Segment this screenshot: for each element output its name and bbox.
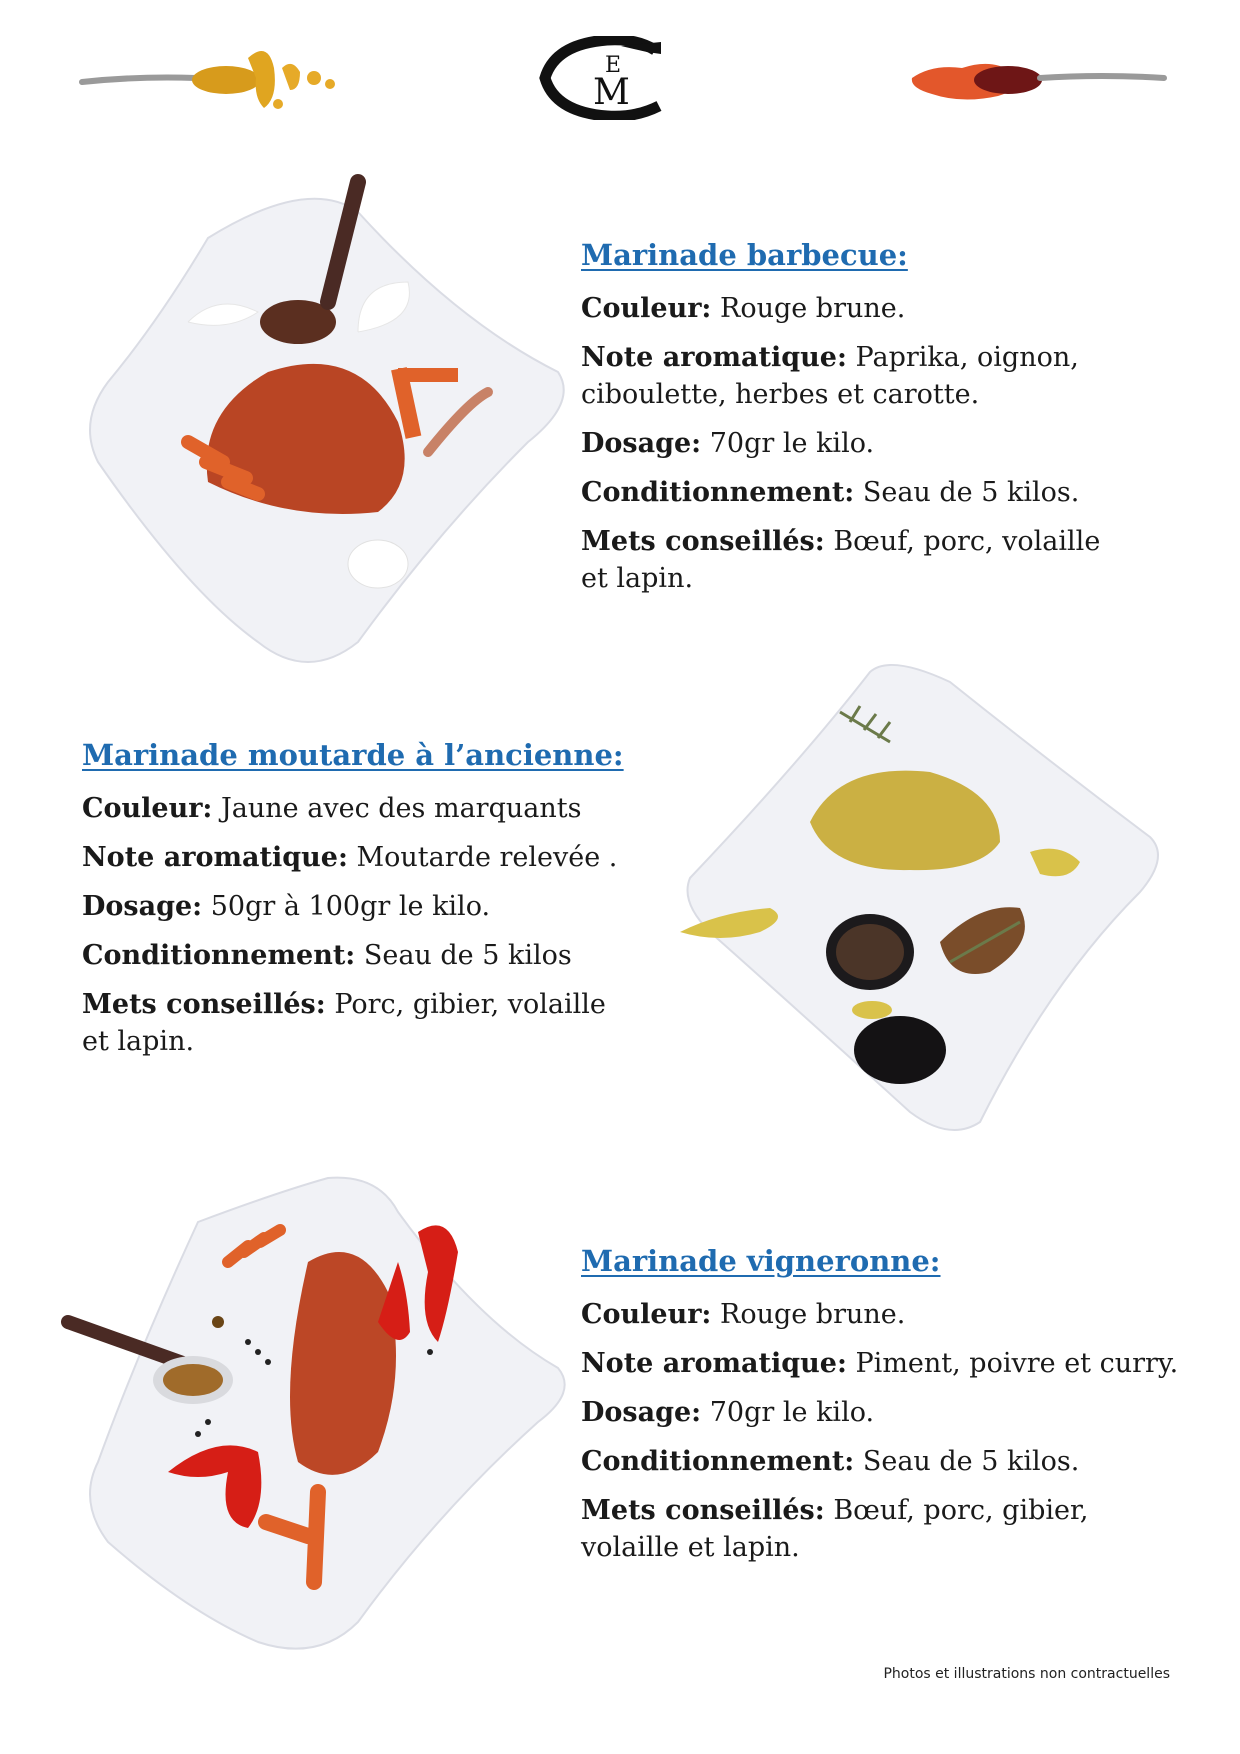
- spec-value: Rouge brune.: [719, 293, 906, 324]
- product-mustard: [82, 738, 642, 1072]
- spec-label: Note aromatique:: [581, 342, 847, 373]
- spoon-yellow-sauce-icon: [78, 38, 338, 118]
- spec-packaging: [581, 474, 1141, 511]
- spec-aroma: [581, 1345, 1201, 1382]
- spec-value: Bœuf, porc, gibier, volaille et lapin.: [581, 1495, 1089, 1563]
- product-title: Marinade vigneronne:: [581, 1244, 941, 1278]
- spec-value: 70gr le kilo.: [709, 1397, 875, 1428]
- plate-mustard-marinade-photo: [650, 652, 1170, 1142]
- spec-value: Jaune avec des marquants: [220, 793, 582, 824]
- spec-label: Mets conseillés:: [581, 1495, 825, 1526]
- spec-dishes: [82, 986, 622, 1060]
- product-barbecue: [581, 238, 1141, 609]
- spec-dosage: [82, 888, 642, 925]
- spec-label: Dosage:: [581, 428, 702, 459]
- spec-label: Dosage:: [82, 891, 203, 922]
- spec-label: Mets conseillés:: [82, 989, 326, 1020]
- spec-value: Porc, gibier, volaille et lapin.: [82, 989, 606, 1057]
- company-logo: [535, 36, 685, 120]
- spec-value: Seau de 5 kilos.: [862, 1446, 1080, 1477]
- spoon-red-sauce-icon: [902, 38, 1172, 118]
- spec-value: Moutarde relevée .: [356, 842, 618, 873]
- spec-label: Mets conseillés:: [581, 526, 825, 557]
- spec-label: Dosage:: [581, 1397, 702, 1428]
- plate-barbecue-marinade-photo: [58, 172, 578, 682]
- spec-dosage: [581, 425, 1141, 462]
- plate-vigneronne-marinade-photo: [58, 1172, 578, 1662]
- svg-text:M: M: [593, 72, 630, 113]
- spec-value: Seau de 5 kilos.: [862, 477, 1080, 508]
- spec-label: Note aromatique:: [581, 1348, 847, 1379]
- spec-label: Couleur:: [581, 1299, 712, 1330]
- spec-dishes: [581, 1492, 1121, 1566]
- product-title: Marinade barbecue:: [581, 238, 908, 272]
- spec-dishes: [581, 523, 1121, 597]
- spec-value: 70gr le kilo.: [709, 428, 875, 459]
- spec-value: Piment, poivre et curry.: [855, 1348, 1179, 1379]
- spec-value: Seau de 5 kilos: [363, 940, 572, 971]
- spec-aroma: [82, 839, 642, 876]
- spec-aroma: [581, 339, 1101, 413]
- spec-packaging: [82, 937, 642, 974]
- spec-color: [581, 290, 1141, 327]
- spec-value: Paprika, oignon, ciboulette, herbes et carotte.: [581, 342, 1079, 410]
- svg-text:E: E: [605, 53, 622, 78]
- spec-label: Conditionnement:: [82, 940, 356, 971]
- spec-label: Note aromatique:: [82, 842, 348, 873]
- spec-dosage: [581, 1394, 1201, 1431]
- spec-label: Conditionnement:: [581, 1446, 855, 1477]
- spec-value: 50gr à 100gr le kilo.: [210, 891, 491, 922]
- footer-disclaimer: Photos et illustrations non contractuelles: [883, 1666, 1170, 1682]
- spec-packaging: [581, 1443, 1201, 1480]
- spec-label: Conditionnement:: [581, 477, 855, 508]
- spec-label: Couleur:: [581, 293, 712, 324]
- spec-label: Couleur:: [82, 793, 213, 824]
- spec-color: [82, 790, 642, 827]
- spec-value: Bœuf, porc, volaille et lapin.: [581, 526, 1101, 594]
- product-vigneronne: [581, 1244, 1201, 1578]
- spec-color: [581, 1296, 1201, 1333]
- spec-value: Rouge brune.: [719, 1299, 906, 1330]
- product-title: Marinade moutarde à l’ancienne:: [82, 738, 624, 772]
